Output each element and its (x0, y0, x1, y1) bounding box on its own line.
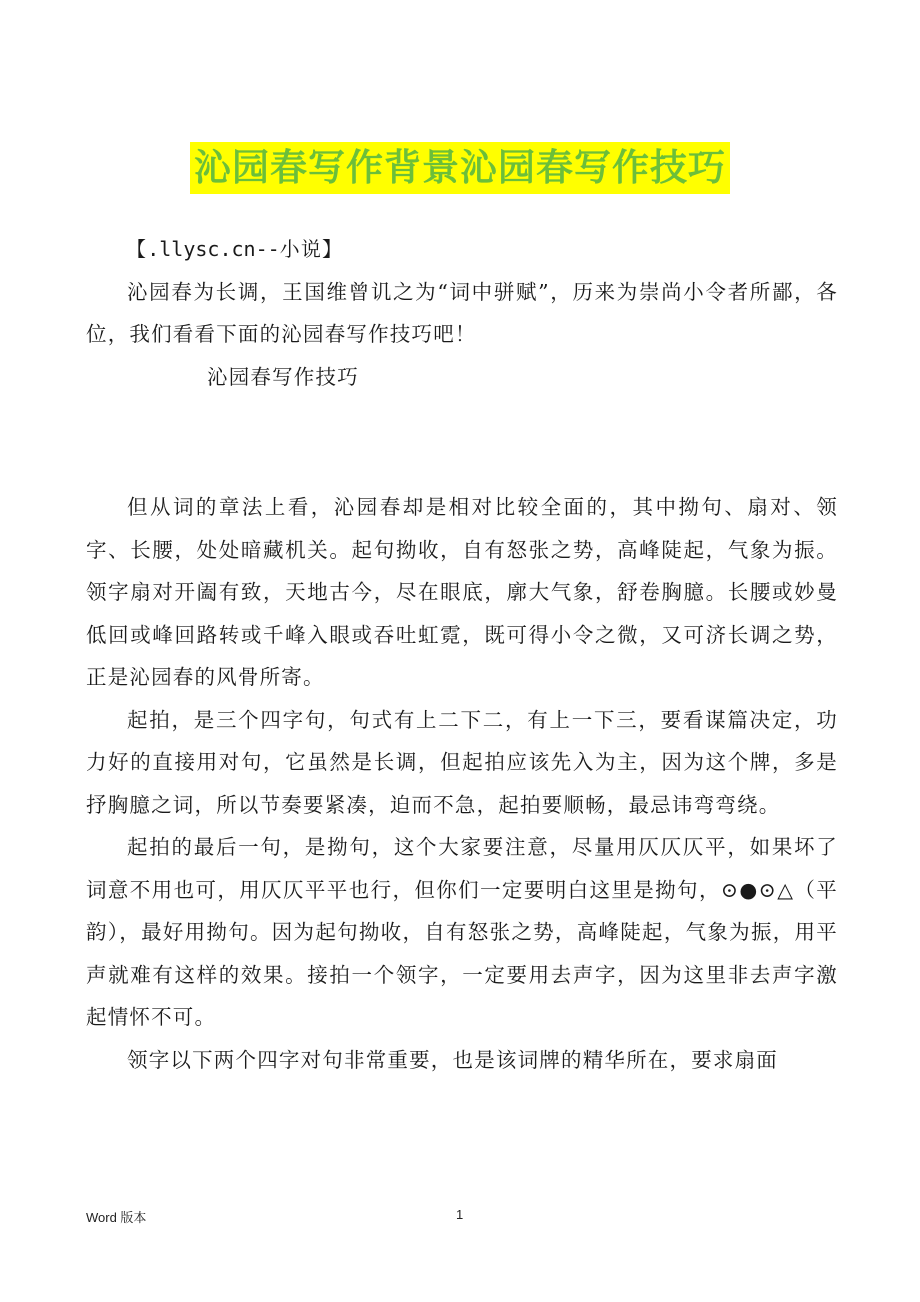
page-title: 沁园春写作背景沁园春写作技巧 (190, 142, 730, 194)
paragraph-2: 起拍，是三个四字句，句式有上二下二，有上一下三，要看谋篇决定，功力好的直接用对句，它虽然是长调，但起拍应该先入为主，因为这个牌，多是抒胸臆之词，所以节奏要紧凑，迫而不急，起拍要顺畅，最忌讳弯弯绕。 (86, 707, 838, 817)
source-prefix: 【 (126, 237, 148, 261)
paragraph-3: 起拍的最后一句，是拗句，这个大家要注意，尽量用仄仄仄平，如果坏了词意不用也可，用仄仄平平也行，但你们一定要明白这里是拗句，⊙●⊙△（平韵），最好用拗句。因为起句拗收，自有怒张之势，高峰陡起，气象为振，用平声就难有这样的效果。接拍一个领字，一定要用去声字，因为这里非去声字激起情怀不可。 (86, 835, 838, 1029)
page-number: 1 (456, 1207, 464, 1222)
intro-paragraph: 沁园春为长调，王国维曾讥之为“词中骈赋”，历来为崇尚小令者所鄙，各位，我们看看下面的沁园春写作技巧吧！ (86, 279, 838, 346)
source-line (86, 228, 838, 271)
subheading: 沁园春写作技巧 (207, 364, 359, 389)
document-body (86, 228, 838, 1081)
blank-space (86, 398, 838, 486)
source-suffix: 小说】 (279, 237, 344, 261)
title-container (0, 142, 920, 194)
footer-label: Word 版本 (86, 1210, 147, 1225)
paragraph-4: 领字以下两个四字对句非常重要，也是该词牌的精华所在，要求扇面 (127, 1047, 778, 1072)
source-site: .llysc.cn-- (147, 237, 280, 261)
paragraph-1: 但从词的章法上看，沁园春却是相对比较全面的，其中拗句、扇对、领字、长腰，处处暗藏机关。起句拗收，自有怒张之势，高峰陡起，气象为振。领字扇对开阖有致，天地古今，尽在眼底，廓大气象，舒卷胸臆。长腰或妙曼低回或峰回路转或千峰入眼或吞吐虹霓，既可得小令之微，又可济长调之势，正是沁园春的风骨所寄。 (86, 495, 838, 689)
